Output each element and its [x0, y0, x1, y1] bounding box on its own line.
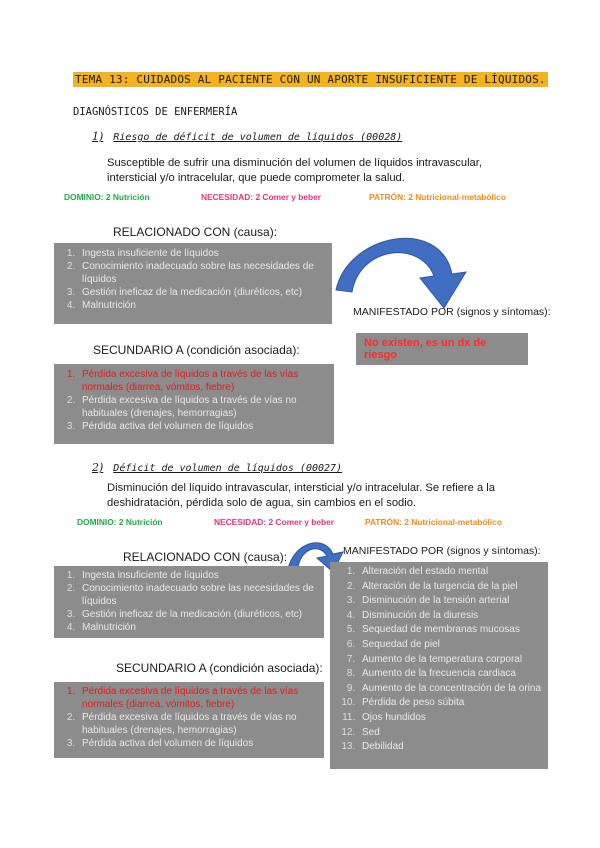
- list-item: 3. Pérdida activa del volumen de líquidos: [78, 420, 334, 433]
- list-item: 8. Aumento de la frecuencia cardiaca: [358, 667, 548, 682]
- list-item: 4. Malnutrición: [78, 299, 332, 312]
- list-item: 2. Pérdida excesiva de líquidos a través de vías no habituales (drenajes, hemorragias): [78, 711, 324, 737]
- list-item: 1. Ingesta insuficiente de líquidos: [78, 569, 324, 582]
- curved-arrow-icon: [330, 222, 480, 312]
- list-item: 13. Debilidad: [358, 740, 548, 755]
- diagnosis-2-related-box: [54, 566, 324, 638]
- diagnosis-1-pattern: PATRÓN: 2 Nutricional-metabólico: [369, 192, 506, 202]
- diagnosis-1-need: NECESIDAD: 2 Comer y beber: [201, 192, 322, 202]
- diagnosis-1-secondary-heading: SECUNDARIO A (condición asociada):: [93, 343, 300, 357]
- diagnosis-2-number: 2): [92, 461, 104, 474]
- list-item: 4. Malnutrición: [78, 621, 324, 634]
- diagnosis-1-manifest-note: No existen, es un dx de riesgo: [356, 333, 528, 365]
- diagnosis-1-secondary-box: [54, 364, 334, 444]
- list-item: 1. Pérdida excesiva de líquidos a través de las vías normales (diarrea, vómitos, fiebre): [78, 685, 324, 711]
- list-item: 3. Gestión ineficaz de la medicación (diuréticos, etc): [78, 608, 324, 621]
- list-item: 2. Pérdida excesiva de líquidos a través de vías no habituales (drenajes, hemorragias): [78, 394, 334, 420]
- diagnosis-1-manifest-heading: MANIFESTADO POR (signos y síntomas):: [353, 306, 551, 318]
- list-item: 11. Ojos hundidos: [358, 711, 548, 726]
- diagnosis-2-description: Disminución del líquido intravascular, intersticial y/o intracelular. Se refiere a la deshidratación, pérdida solo de agua, sin cambios en el sodio.: [107, 482, 496, 509]
- list-item: 9. Aumento de la concentración de la orina: [358, 682, 548, 697]
- list-item: 1. Alteración del estado mental: [358, 565, 548, 580]
- list-item: 2. Alteración de la turgencia de la piel: [358, 580, 548, 595]
- diagnosis-2-pattern: PATRÓN: 2 Nutricional-metabólico: [365, 517, 502, 527]
- diagnosis-2-title: [92, 461, 342, 474]
- diagnosis-2-secondary-box: [54, 682, 324, 758]
- diagnosis-1-number: 1): [92, 130, 104, 143]
- diagnosis-2-name: Déficit de volumen de líquidos (00027): [113, 463, 343, 474]
- list-item: 6. Sequedad de piel: [358, 638, 548, 653]
- diagnosis-2-manifest-heading: MANIFESTADO POR (signos y síntomas):: [343, 545, 541, 557]
- diagnosis-1-description: Susceptible de sufrir una disminución del volumen de líquidos intravascular, intersticial y/o intracelular, que puede comprometer la salud.: [107, 157, 482, 184]
- diagnosis-2-need: NECESIDAD: 2 Comer y beber: [214, 517, 335, 527]
- list-item: 3. Disminución de la tensión arterial: [358, 594, 548, 609]
- list-item: 3. Gestión ineficaz de la medicación (diuréticos, etc): [78, 286, 332, 299]
- list-item: 2. Conocimiento inadecuado sobre las necesidades de líquidos: [78, 582, 324, 608]
- list-item: 4. Disminución de la diuresis: [358, 609, 548, 624]
- section-title: DIAGNÓSTICOS DE ENFERMERÍA: [73, 106, 238, 118]
- page-title: TEMA 13: CUIDADOS AL PACIENTE CON UN APORTE INSUFICIENTE DE LÍQUIDOS.: [75, 73, 546, 86]
- diagnosis-1-related-heading: RELACIONADO CON (causa):: [113, 225, 278, 239]
- diagnosis-2-secondary-heading: SECUNDARIO A (condición asociada):: [116, 661, 323, 675]
- diagnosis-2-manifest-box: [330, 562, 548, 769]
- diagnosis-1-domain: DOMINIO: 2 Nutrición: [64, 192, 150, 202]
- diagnosis-1-title: [92, 130, 402, 143]
- list-item: 12. Sed: [358, 726, 548, 741]
- list-item: 5. Sequedad de membranas mucosas: [358, 623, 548, 638]
- diagnosis-2-related-heading: RELACIONADO CON (causa):: [123, 550, 288, 564]
- list-item: 10. Pérdida de peso súbita: [358, 696, 548, 711]
- list-item: 2. Conocimiento inadecuado sobre las necesidades de líquidos: [78, 260, 332, 286]
- diagnosis-1-name: Riesgo de déficit de volumen de líquidos (00028): [113, 132, 403, 143]
- list-item: 3. Pérdida activa del volumen de líquidos: [78, 737, 324, 750]
- list-item: 1. Pérdida excesiva de líquidos a través de las vías normales (diarrea, vómitos, fiebre): [78, 368, 334, 394]
- diagnosis-2-domain: DOMINIO: 2 Nutrición: [77, 517, 163, 527]
- list-item: 1. Ingesta insuficiente de líquidos: [78, 247, 332, 260]
- list-item: 7. Aumento de la temperatura corporal: [358, 653, 548, 668]
- diagnosis-1-related-box: [54, 243, 332, 324]
